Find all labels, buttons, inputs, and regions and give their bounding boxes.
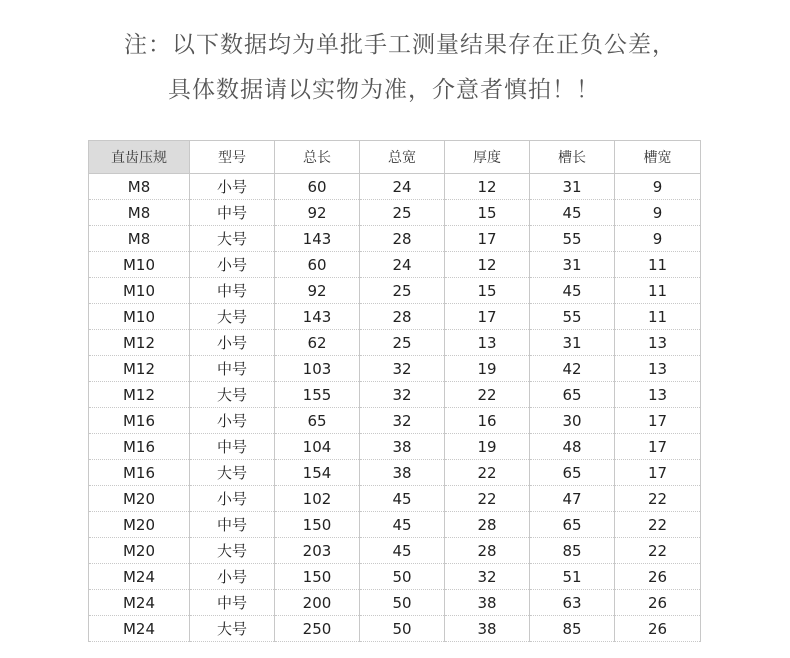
table-row — [89, 174, 701, 200]
cell-total-length: 60 — [275, 252, 360, 278]
cell-slot-length: 31 — [530, 174, 615, 200]
cell-model: 小号 — [190, 174, 275, 200]
cell-total-length: 102 — [275, 486, 360, 512]
table-row — [89, 226, 701, 252]
cell-slot-length: 31 — [530, 330, 615, 356]
cell-slot-length: 85 — [530, 538, 615, 564]
table-row — [89, 538, 701, 564]
table-row — [89, 512, 701, 538]
disclaimer-line-2: 具体数据请以实物为准，介意者慎拍！！ — [168, 77, 600, 103]
cell-total-width: 32 — [360, 382, 445, 408]
cell-slot-width: 22 — [615, 486, 701, 512]
cell-thickness: 22 — [445, 486, 530, 512]
cell-model: 小号 — [190, 486, 275, 512]
header-total-width: 总宽 — [360, 141, 445, 174]
cell-slot-width: 13 — [615, 382, 701, 408]
cell-thread-size: M10 — [89, 278, 190, 304]
cell-model: 小号 — [190, 330, 275, 356]
cell-slot-width: 13 — [615, 330, 701, 356]
cell-total-width: 32 — [360, 356, 445, 382]
cell-thickness: 12 — [445, 252, 530, 278]
cell-slot-length: 65 — [530, 512, 615, 538]
cell-total-width: 38 — [360, 460, 445, 486]
cell-slot-length: 45 — [530, 278, 615, 304]
cell-model: 大号 — [190, 616, 275, 642]
cell-thread-size: M10 — [89, 252, 190, 278]
cell-slot-length: 45 — [530, 200, 615, 226]
table-row — [89, 200, 701, 226]
cell-total-width: 45 — [360, 538, 445, 564]
table-row — [89, 356, 701, 382]
cell-slot-width: 26 — [615, 616, 701, 642]
cell-thread-size: M24 — [89, 590, 190, 616]
table-row — [89, 278, 701, 304]
cell-slot-length: 65 — [530, 460, 615, 486]
cell-slot-width: 9 — [615, 174, 701, 200]
cell-thread-size: M20 — [89, 486, 190, 512]
cell-thickness: 19 — [445, 356, 530, 382]
cell-slot-length: 55 — [530, 304, 615, 330]
cell-slot-length: 51 — [530, 564, 615, 590]
cell-model: 中号 — [190, 590, 275, 616]
cell-model: 大号 — [190, 538, 275, 564]
cell-total-width: 50 — [360, 616, 445, 642]
cell-slot-length: 31 — [530, 252, 615, 278]
cell-thickness: 16 — [445, 408, 530, 434]
table-row — [89, 252, 701, 278]
cell-model: 中号 — [190, 356, 275, 382]
table-row — [89, 408, 701, 434]
cell-thickness: 17 — [445, 226, 530, 252]
cell-thread-size: M16 — [89, 460, 190, 486]
cell-model: 大号 — [190, 460, 275, 486]
cell-model: 小号 — [190, 408, 275, 434]
header-thickness: 厚度 — [445, 141, 530, 174]
cell-slot-length: 47 — [530, 486, 615, 512]
cell-thickness: 19 — [445, 434, 530, 460]
cell-total-length: 143 — [275, 226, 360, 252]
cell-slot-width: 17 — [615, 408, 701, 434]
cell-total-width: 32 — [360, 408, 445, 434]
table-row — [89, 564, 701, 590]
cell-thread-size: M8 — [89, 226, 190, 252]
cell-total-width: 25 — [360, 200, 445, 226]
cell-total-length: 143 — [275, 304, 360, 330]
cell-thread-size: M20 — [89, 538, 190, 564]
cell-slot-width: 17 — [615, 434, 701, 460]
header-total-length: 总长 — [275, 141, 360, 174]
table-row — [89, 330, 701, 356]
cell-total-width: 28 — [360, 304, 445, 330]
cell-total-length: 60 — [275, 174, 360, 200]
cell-thread-size: M24 — [89, 616, 190, 642]
cell-total-width: 24 — [360, 252, 445, 278]
cell-thread-size: M12 — [89, 356, 190, 382]
cell-total-width: 45 — [360, 486, 445, 512]
cell-thickness: 32 — [445, 564, 530, 590]
cell-model: 中号 — [190, 434, 275, 460]
cell-slot-width: 22 — [615, 538, 701, 564]
cell-total-length: 103 — [275, 356, 360, 382]
cell-total-width: 25 — [360, 330, 445, 356]
cell-thread-size: M8 — [89, 174, 190, 200]
cell-total-length: 65 — [275, 408, 360, 434]
cell-total-length: 150 — [275, 512, 360, 538]
cell-total-length: 200 — [275, 590, 360, 616]
table-body — [89, 174, 701, 642]
cell-thread-size: M20 — [89, 512, 190, 538]
cell-slot-length: 55 — [530, 226, 615, 252]
table-row — [89, 486, 701, 512]
cell-total-length: 92 — [275, 200, 360, 226]
cell-thickness: 38 — [445, 590, 530, 616]
table-row — [89, 304, 701, 330]
table-row — [89, 434, 701, 460]
cell-thread-size: M12 — [89, 382, 190, 408]
cell-slot-length: 65 — [530, 382, 615, 408]
cell-thread-size: M8 — [89, 200, 190, 226]
cell-thickness: 22 — [445, 460, 530, 486]
cell-thickness: 38 — [445, 616, 530, 642]
cell-thickness: 17 — [445, 304, 530, 330]
cell-thickness: 28 — [445, 538, 530, 564]
cell-thread-size: M16 — [89, 408, 190, 434]
cell-total-width: 38 — [360, 434, 445, 460]
cell-model: 小号 — [190, 564, 275, 590]
cell-total-length: 62 — [275, 330, 360, 356]
header-model: 型号 — [190, 141, 275, 174]
cell-total-length: 154 — [275, 460, 360, 486]
header-product-name: 直齿压规 — [89, 141, 190, 174]
cell-total-width: 25 — [360, 278, 445, 304]
cell-slot-length: 42 — [530, 356, 615, 382]
cell-slot-length: 30 — [530, 408, 615, 434]
cell-thickness: 15 — [445, 278, 530, 304]
cell-total-length: 104 — [275, 434, 360, 460]
cell-model: 中号 — [190, 200, 275, 226]
cell-total-width: 50 — [360, 564, 445, 590]
header-row — [89, 141, 701, 174]
cell-total-length: 250 — [275, 616, 360, 642]
cell-slot-width: 22 — [615, 512, 701, 538]
table-row — [89, 616, 701, 642]
cell-thickness: 28 — [445, 512, 530, 538]
cell-slot-width: 11 — [615, 304, 701, 330]
header-slot-length: 槽长 — [530, 141, 615, 174]
cell-slot-width: 26 — [615, 590, 701, 616]
cell-thread-size: M16 — [89, 434, 190, 460]
header-slot-width: 槽宽 — [615, 141, 701, 174]
cell-slot-width: 9 — [615, 200, 701, 226]
cell-total-width: 28 — [360, 226, 445, 252]
cell-slot-width: 26 — [615, 564, 701, 590]
cell-total-length: 92 — [275, 278, 360, 304]
cell-thickness: 22 — [445, 382, 530, 408]
table-row — [89, 590, 701, 616]
cell-model: 中号 — [190, 278, 275, 304]
spec-table — [88, 140, 701, 642]
table-row — [89, 460, 701, 486]
cell-slot-width: 11 — [615, 278, 701, 304]
cell-total-length: 155 — [275, 382, 360, 408]
cell-model: 大号 — [190, 382, 275, 408]
cell-slot-length: 48 — [530, 434, 615, 460]
cell-slot-width: 17 — [615, 460, 701, 486]
cell-total-length: 150 — [275, 564, 360, 590]
cell-slot-width: 9 — [615, 226, 701, 252]
cell-slot-length: 85 — [530, 616, 615, 642]
cell-model: 大号 — [190, 304, 275, 330]
cell-thickness: 15 — [445, 200, 530, 226]
cell-thread-size: M12 — [89, 330, 190, 356]
cell-thickness: 12 — [445, 174, 530, 200]
table-header — [89, 141, 701, 174]
cell-thread-size: M24 — [89, 564, 190, 590]
cell-slot-width: 13 — [615, 356, 701, 382]
cell-model: 小号 — [190, 252, 275, 278]
cell-model: 大号 — [190, 226, 275, 252]
cell-thread-size: M10 — [89, 304, 190, 330]
cell-total-length: 203 — [275, 538, 360, 564]
cell-total-width: 50 — [360, 590, 445, 616]
cell-total-width: 24 — [360, 174, 445, 200]
table-row — [89, 382, 701, 408]
cell-thickness: 13 — [445, 330, 530, 356]
cell-slot-width: 11 — [615, 252, 701, 278]
cell-model: 中号 — [190, 512, 275, 538]
disclaimer-line-1: 注：以下数据均为单批手工测量结果存在正负公差， — [124, 32, 676, 58]
cell-total-width: 45 — [360, 512, 445, 538]
cell-slot-length: 63 — [530, 590, 615, 616]
